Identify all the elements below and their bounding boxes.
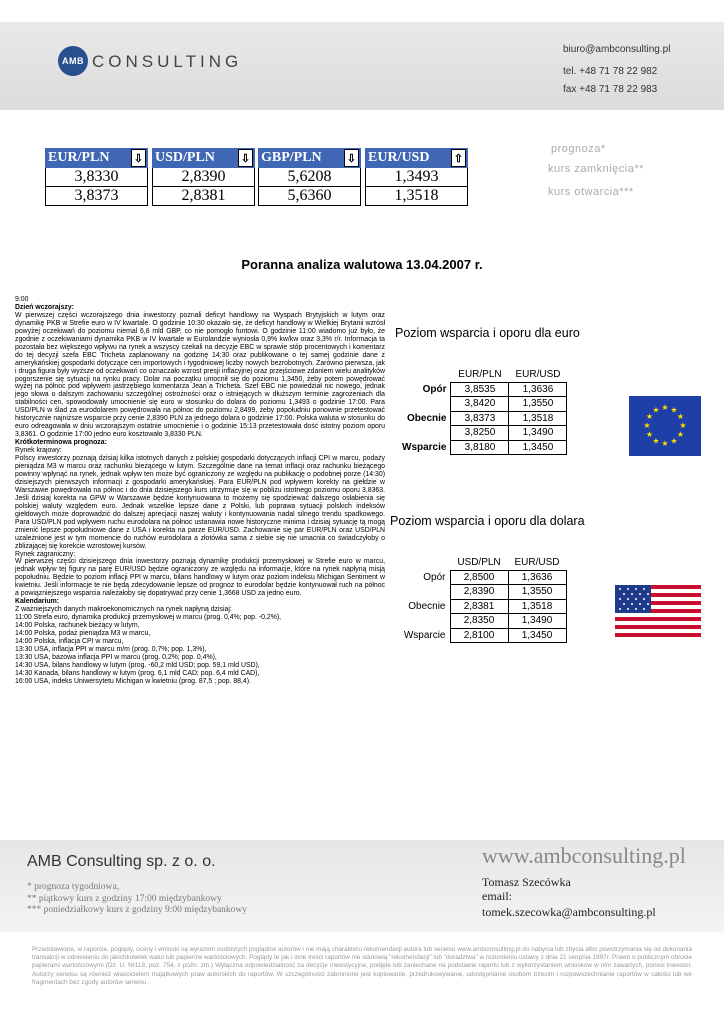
cell: 3,8420 — [451, 397, 509, 412]
arrow-down-icon: ⇩ — [344, 149, 359, 167]
cell: 1,3490 — [509, 426, 567, 441]
footer-person: Tomasz Szecówka — [482, 875, 571, 889]
rate-open: 3,8373 — [45, 187, 148, 206]
row-label — [398, 397, 451, 412]
svg-text:★: ★ — [676, 412, 685, 421]
cell: 1,3518 — [509, 411, 567, 426]
company-logo — [58, 46, 88, 76]
table-row — [398, 382, 567, 397]
rate-close: 5,6208 — [258, 168, 361, 187]
svg-text:★: ★ — [652, 436, 660, 446]
calendar-item: 13:30 USA, inflacja PPI w marcu m/m (prog. 0,7%; pop. 1,3%), — [15, 645, 207, 653]
row-label: Obecnie — [408, 600, 446, 612]
table-row — [398, 426, 567, 441]
cell: 1,3550 — [508, 585, 566, 600]
footnote-3: *** poniedziałkowy kurs z godziny 9:00 międzybankowy — [27, 905, 248, 915]
svg-text:★: ★ — [670, 405, 678, 415]
usd-levels-table — [398, 556, 567, 643]
rate-pair: EUR/PLN — [48, 150, 110, 165]
row-label: Wsparcie — [402, 441, 447, 453]
svg-text:★: ★ — [652, 405, 660, 415]
cell: 3,8535 — [451, 382, 509, 397]
logo-text: CONSULTING — [92, 52, 243, 71]
rate-open: 1,3518 — [365, 187, 468, 206]
table-row — [398, 585, 566, 600]
calendar-heading: Kalendarium: — [15, 598, 60, 606]
table-row — [398, 570, 566, 585]
cell: 2,8100 — [450, 628, 508, 643]
calendar-item: 14:00 Polska, inflacja CPI w marcu, — [15, 637, 124, 645]
table-row — [398, 628, 566, 643]
svg-text:★: ★ — [676, 430, 685, 439]
arrow-down-icon: ⇩ — [131, 149, 146, 167]
row-label: Opór — [422, 383, 447, 395]
svg-text:★: ★ — [661, 439, 669, 448]
rate-box-usdpln — [152, 148, 255, 206]
rate-pair: GBP/PLN — [261, 150, 322, 165]
yesterday-heading: Dzień wczorajszy: — [15, 303, 74, 311]
domestic-text: Polscy inwestorzy poznają dzisiaj kilka istotnych danych z polskiej gospodarki dotyczących inflacji CPI w marcu, podaży pieniądza M3 w marcu oraz rachunku bieżącego w lutym. Szczególnie dane na temat inflacji oraz rachunku bieżącego powinny wpłynąć na rynek, jednak wpływ ten może być ograniczony ze względu na publikację o podobnej porze (14:30) dzisiejszych pierwszych informacji z gospodarki amerykańskiej. Para EUR/PLN pod wpływem korekty na giełdzie w Warszawie powędrowała na północ i do dnia dzisiejszego kurs utrzymuje się w pobliżu istotnego poziomu oporu 3,8363. Jeśli dzisiaj korekta na GPW w Warszawie będzie kontynuowana to możemy się spodziewać dalszego osłabienia się polskiej waluty względem euro. Jednak wszelkie lepsze dane z Polski, lub poprawa sytuacji polskich indeksów giełdowych może doprowadzić do dalszej aprecjacji naszej waluty i kontynuowania nadal silnego trendu spadkowego. Para USD/PLN pod wpływem ruchu eurodolara na północ ustanawia nowe historyczne minima i dzisiaj sytuację tą mogą zmienić lepsze popołudniowe dane z USA i korekta na parze EUR/USD. Zachowanie się par EUR/PLN oraz USD/PLN uzależnione jest w tym momencie do ruchów eurodolara a złotówka sama z siebie się nie umacnia co świadczyłoby o zbliżającej się korekcie wzrostowej kursów. — [15, 455, 385, 550]
cell: 1,3550 — [509, 397, 567, 412]
col-header: EUR/PLN — [458, 369, 502, 381]
cell: 2,8350 — [450, 614, 508, 629]
legend-close: kurs zamknięcia** — [548, 163, 644, 175]
footer-email-link[interactable]: tomek.szecowka@ambconsulting.pl — [482, 905, 656, 919]
rate-pair: EUR/USD — [368, 150, 430, 165]
rate-close: 3,8330 — [45, 168, 148, 187]
rate-box-eurpln — [45, 148, 148, 206]
row-label — [398, 426, 451, 441]
svg-text:★: ★ — [645, 430, 654, 439]
cell: 3,8373 — [451, 411, 509, 426]
arrow-down-icon: ⇩ — [238, 149, 253, 167]
cell: 1,3518 — [508, 599, 566, 614]
cell: 1,3636 — [508, 570, 566, 585]
analysis-time: 9:00 — [15, 296, 29, 303]
footnote-2: ** piątkowy kurs z godziny 17:00 międzybankowy — [27, 894, 222, 904]
col-header: EUR/USD — [514, 557, 560, 569]
rate-box-gbppln — [258, 148, 361, 206]
rate-close: 2,8390 — [152, 168, 255, 187]
table-row — [398, 397, 567, 412]
svg-text:★: ★ — [670, 436, 678, 446]
table-row — [398, 599, 566, 614]
arrow-up-icon: ⇧ — [451, 149, 466, 167]
legend-forecast: prognoza* — [551, 143, 606, 155]
report-title: Poranna analiza walutowa 13.04.2007 r. — [241, 257, 483, 272]
rate-open: 5,6360 — [258, 187, 361, 206]
disclaimer: Przedstawione, w raporcie, poglądy, oceny i wnioski są wyrazem osobistych poglądów autorów i nie mają charakteru rekomendacji autora lub serwisu www.ambconsulting.pl do nabycia lub zbycia albo powstrzymania się od dokonania transakcji w odniesieniu do jakichkolwiek walut lub papierów wartościowych. Poglądy te jak i inne treści raportów nie stanowią "rekomendacji" lub "doradztwa" w rozumieniu ustawy z dnia 21 sierpnia 1997r. Prawo o publicznym obrocie papierami wartościowymi (Dz. U. Nr118, poz. 754, z późn. zm.) Wyłączna odpowiedzialność za decyzje inwestycyjne, podjęte lub zaniechane na podstawie raportu lub z wykorzystaniem wniosków w nim zawartych, ponosi inwestor. Autorzy serwisu są również właścicielem majątkowych praw autorskich do raportów. W szczególności zabronione jest kopiowanie, przedrukowywanie, udostępnianie osobom trzecim i rozpowszechnianie raportów w całości lub we fragmentach bez zgody autorów serwisu. — [32, 946, 692, 986]
col-header: EUR/USD — [515, 369, 561, 381]
cell: 2,8390 — [450, 585, 508, 600]
cell: 2,8500 — [450, 570, 508, 585]
calendar-item: 14:00 Polska, rachunek bieżący w lutym, — [15, 622, 140, 630]
col-header: USD/PLN — [457, 557, 501, 569]
table-row — [398, 614, 566, 629]
cell: 1,3490 — [508, 614, 566, 629]
row-label — [398, 614, 450, 629]
calendar-item: 14:00 Polska, podaż pieniądza M3 w marcu, — [15, 630, 151, 638]
table-row — [398, 440, 567, 455]
usd-levels-title: Poziom wsparcia i oporu dla dolara — [390, 514, 585, 528]
cell: 3,8250 — [451, 426, 509, 441]
domestic-label: Rynek krajowy: — [15, 447, 62, 455]
us-flag-icon — [615, 585, 701, 637]
rate-close: 1,3493 — [365, 168, 468, 187]
footer-email-label: email: — [482, 889, 512, 903]
footnote-1: * prognoza tygodniowa, — [27, 882, 120, 892]
analysis-body — [15, 296, 385, 686]
cell: 1,3636 — [509, 382, 567, 397]
rate-open: 2,8381 — [152, 187, 255, 206]
eu-flag-icon — [629, 396, 701, 456]
calendar-item: 11:00 Strefa euro, dynamika produkcji przemysłowej w marcu (prog. 0,4%; pop. -0,2%), — [15, 614, 282, 622]
logo-mark: AMB — [62, 56, 84, 66]
rate-pair: USD/PLN — [155, 150, 215, 165]
cell: 1,3450 — [509, 440, 567, 455]
header-tel: tel. +48 71 78 22 982 — [563, 66, 658, 77]
yesterday-text: W pierwszej części wczorajszego dnia inwestorzy poznali deficyt handlowy na Wyspach Brytyjskich w lutym oraz dynamikę PKB w Strefie euro w IV kwartale. O godzinie 10:30 okazało się, że deficyt handlowy w Wielkiej Brytanii wzrósł powyżej oczekiwań do poziomu niemal 6,8 mld GBP, co nie pomogło funtowi. O godzinie 11:00 wiadomo już było, że zgodnie z oczekiwaniami dynamika PKB w IV kwartale w Eurolandzie wyniosła 0,9% kw/kw oraz 3,3% r/r. Informacja ta pozostała bez większego wpływu na rynek a wszyscy czekali na decyzje EBC w sprawie stóp procentowych i komentarz do tej decyzji szefa EBC Tricheta zaplanowany na godzinę 14:30 oraz publikowane o tej samej godzinie dane z amerykańskiej gospodarki dotyczące cen importowych i tygodniowej liczby nowych bezrobotnych. Zarówno pierwsza, jak i druga figura były wyższe od oczekiwań co oznaczało wzrost presji inflacyjnej oraz przejściowe zdaniem wielu analityków pogorszenie się sytuacji na rynku pracy. Dolar na początku umocnił się do poziomu 1,3450, żeby potem powędrować wyżej na północ pod wpływem jastrzębiego komentarza Jean`a Tricheta. Szef EBC nie powiedział nic nowego, jednak jego słowa o dalszym zachowaniu szczególnej ostrożności oraz o istniejących w dłuższym terminie zagrożeniach dla stabilności cen, spowodowały umocnienie się euro w stosunku do dolara do poziomu 1,3493 o godzinie 17:00. Para USD/PLN w ślad za eurodolarem powędrowała na północ do poziomu 2,8499, żeby popołudniu ponownie przetestować historycznie najniższe wsparcie przy cenie 2,8390 PLN za jednego dolara o godzinie 17:00. Polska waluta w stosunku do euro odreagowała w dniu wczorajszym ostatnie umocnienie i o godzinie 15:13 przetestowała dość istotny poziom oporu 3,8361. O godzinie 17:00 jedno euro kosztowało 3,8330 PLN. — [15, 311, 385, 439]
cell: 2,8381 — [450, 599, 508, 614]
cell: 1,3450 — [508, 628, 566, 643]
cell: 3,8180 — [451, 440, 509, 455]
svg-text:★: ★ — [643, 421, 651, 430]
euro-levels-title: Poziom wsparcia i oporu dla euro — [395, 326, 580, 340]
row-label: Obecnie — [407, 412, 447, 424]
svg-text:★: ★ — [661, 403, 669, 412]
calendar-item: 16:00 USA, indeks Uniwersytetu Michigan w kwietniu (prog. 87,5 ; pop. 88,4). — [15, 677, 251, 685]
footer-website-link[interactable]: www.ambconsulting.pl — [482, 843, 686, 868]
legend-open: kurs otwarcia*** — [548, 186, 634, 198]
foreign-label: Rynek zagraniczny: — [15, 550, 76, 558]
svg-text:★: ★ — [645, 412, 654, 421]
rate-box-eurusd — [365, 148, 468, 206]
table-row — [398, 411, 567, 426]
row-label: Wsparcie — [403, 629, 446, 641]
footer-company: AMB Consulting sp. z o. o. — [27, 853, 216, 870]
header-fax: fax +48 71 78 22 983 — [563, 84, 658, 95]
euro-levels-table — [398, 368, 567, 455]
row-label: Opór — [423, 571, 446, 583]
calendar-item: 14:30 Kanada, bilans handlowy w lutym (prog. 6,1 mld CAD; pop. 6,4 mld CAD), — [15, 669, 260, 677]
svg-text:★: ★ — [679, 421, 687, 430]
row-label — [398, 585, 450, 600]
header-email[interactable]: biuro@ambconsulting.pl — [563, 44, 671, 55]
foreign-text: W pierwszej części dzisiejszego dnia inwestorzy poznają dynamikę produkcji przemysłowej w Strefie euro w marcu, jednak wpływ tej figury na parę EUR/USD będzie ograniczony ze względu na informacje, które na rynek napłyną misją popołudniu. Będzie to poziom inflacji PPI w marcu, bilans handlowy w lutym oraz poziom indeksu Michigan Sentiment w kwietniu. Jeśli informacje te nie będą zdecydowanie lepsze od prognoz to eurodolar będzie kontynuował ruch na północ a powiązniejszego wsparcia należałoby się dopatrywać przy cenie 1,3668 USD za jedno euro. — [15, 558, 385, 598]
forecast-heading: Krótkoterminowa prognoza: — [15, 439, 107, 447]
calendar-item: 14:30 USA, bilans handlowy w lutym (prog. -60,2 mld USD; pop. 59,1 mld USD), — [15, 661, 260, 669]
calendar-intro: Z ważniejszych danych makroekonomicznych na rynek napłyną dzisiaj: — [15, 606, 232, 614]
calendar-item: 13:30 USA, bazowa inflacja PPI w marcu (prog. 0,2%; pop. 0,4%), — [15, 653, 217, 661]
